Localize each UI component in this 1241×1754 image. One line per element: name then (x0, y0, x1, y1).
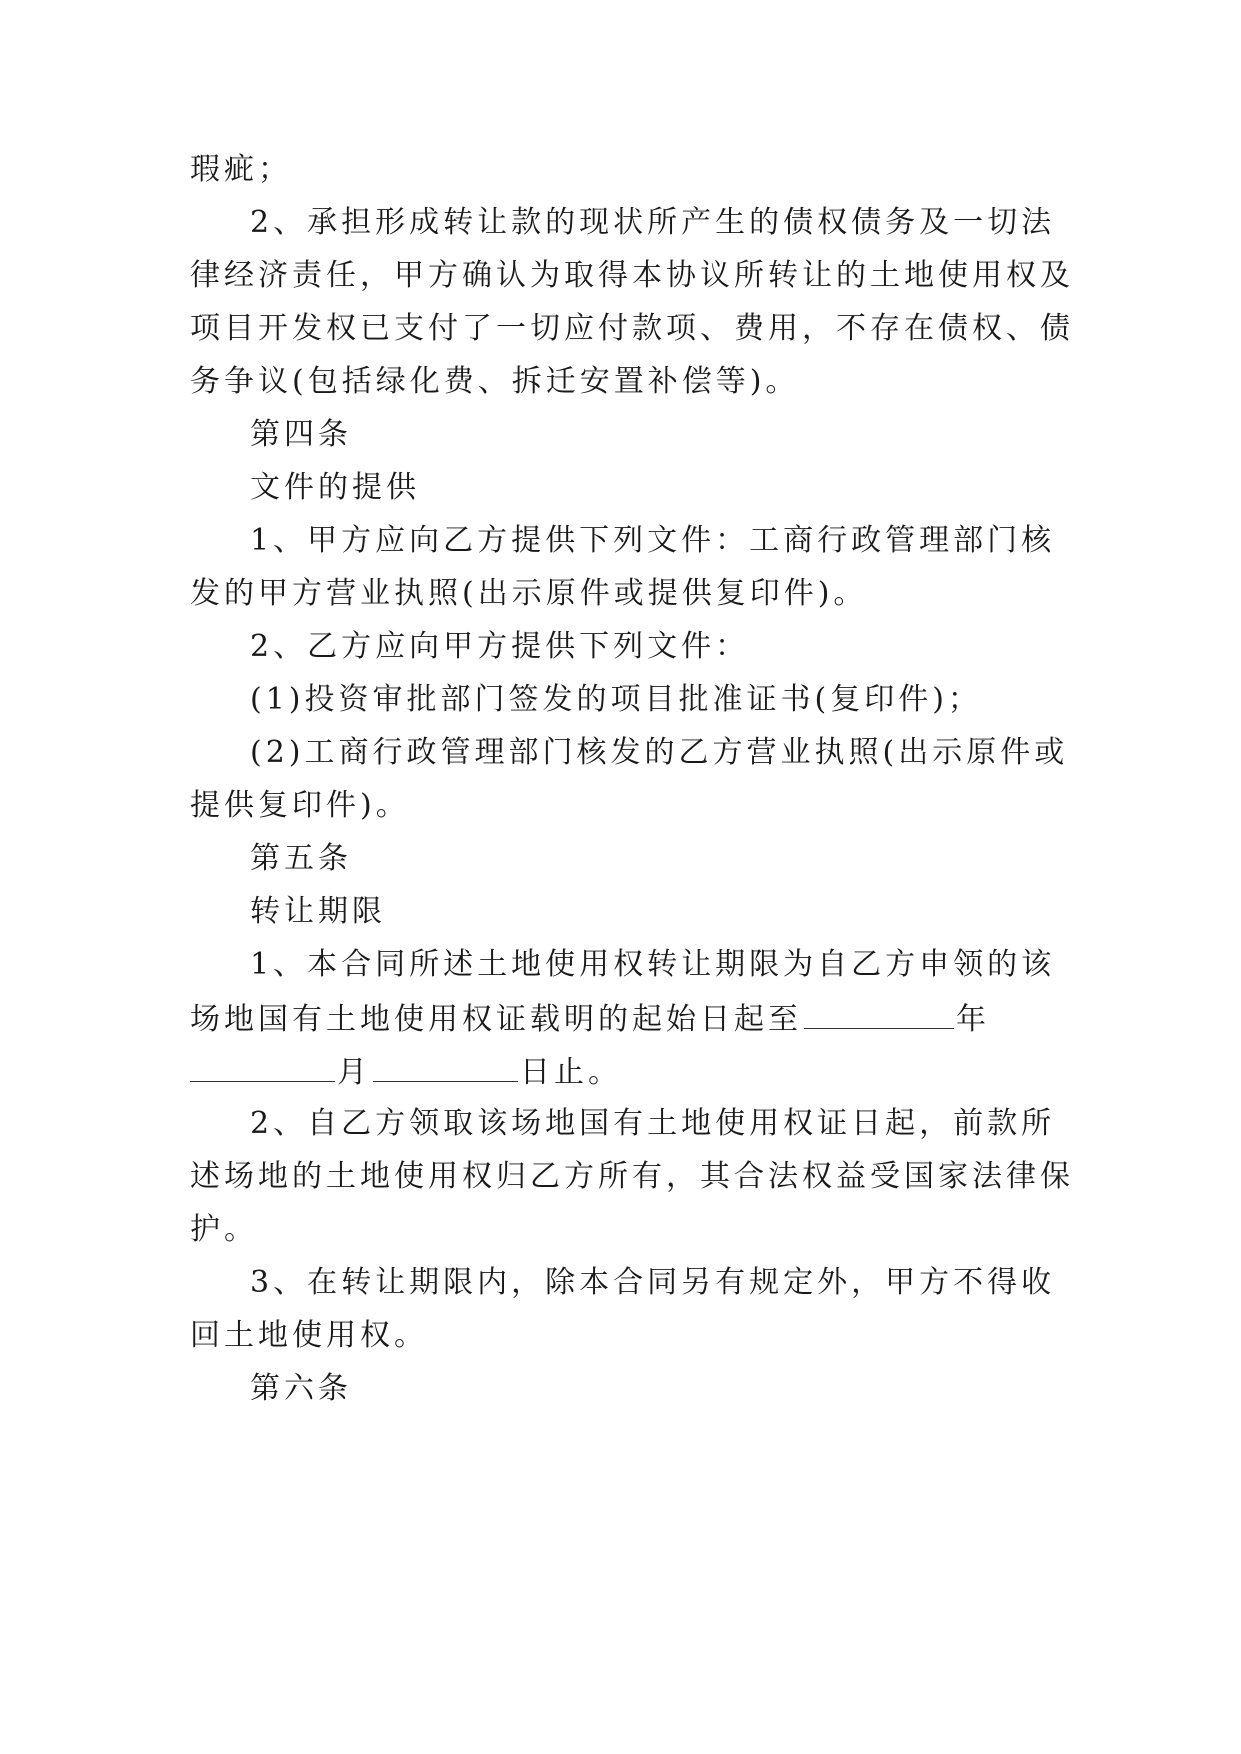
text-line: 2、承担形成转让款的现状所产生的债权债务及一切法 (250, 205, 1056, 240)
text-segment: 日止。 (520, 1055, 622, 1090)
text-line-with-blank (190, 998, 1050, 1040)
text-line: 项目开发权已支付了一切应付款项、费用，不存在债权、债 (190, 311, 1074, 346)
fill-blank-day (373, 1051, 518, 1082)
section-heading: 第六条 (250, 1371, 352, 1406)
text-line: 瑕疵； (190, 152, 292, 187)
text-segment: 年 (956, 1002, 990, 1037)
section-title: 文件的提供 (250, 470, 420, 505)
text-line: (2)工商行政管理部门核发的乙方营业执照(出示原件或 (250, 735, 1069, 770)
text-line: 2、自乙方领取该场地国有土地使用权证日起，前款所 (250, 1106, 1056, 1141)
text-line: 提供复印件)。 (190, 788, 410, 823)
text-line: 回土地使用权。 (190, 1318, 428, 1353)
text-line: 发的甲方营业执照(出示原件或提供复印件)。 (190, 576, 868, 611)
fill-blank-month (190, 1051, 335, 1082)
text-line: 务争议(包括绿化费、拆迁安置补偿等)。 (190, 364, 800, 399)
text-line: 3、在转让期限内，除本合同另有规定外，甲方不得收 (250, 1265, 1056, 1300)
text-line: 1、本合同所述土地使用权转让期限为自乙方申领的该 (250, 947, 1056, 982)
text-segment: 月 (337, 1055, 371, 1090)
section-heading: 第五条 (250, 841, 352, 876)
section-heading: 第四条 (250, 417, 352, 452)
text-segment: 场地国有土地使用权证载明的起始日起至 (190, 1002, 802, 1037)
text-line: 律经济责任，甲方确认为取得本协议所转让的土地使用权及 (190, 258, 1074, 293)
section-title: 转让期限 (250, 894, 386, 929)
text-line: 护。 (190, 1212, 258, 1247)
text-line: 述场地的土地使用权归乙方所有，其合法权益受国家法律保 (190, 1159, 1074, 1194)
text-line: 1、甲方应向乙方提供下列文件：工商行政管理部门核 (250, 523, 1056, 558)
fill-blank-year (804, 998, 954, 1029)
text-line: (1)投资审批部门签发的项目批准证书(复印件)； (250, 682, 982, 717)
text-line-with-blank (190, 1051, 1050, 1093)
text-line: 2、乙方应向甲方提供下列文件： (250, 629, 750, 664)
